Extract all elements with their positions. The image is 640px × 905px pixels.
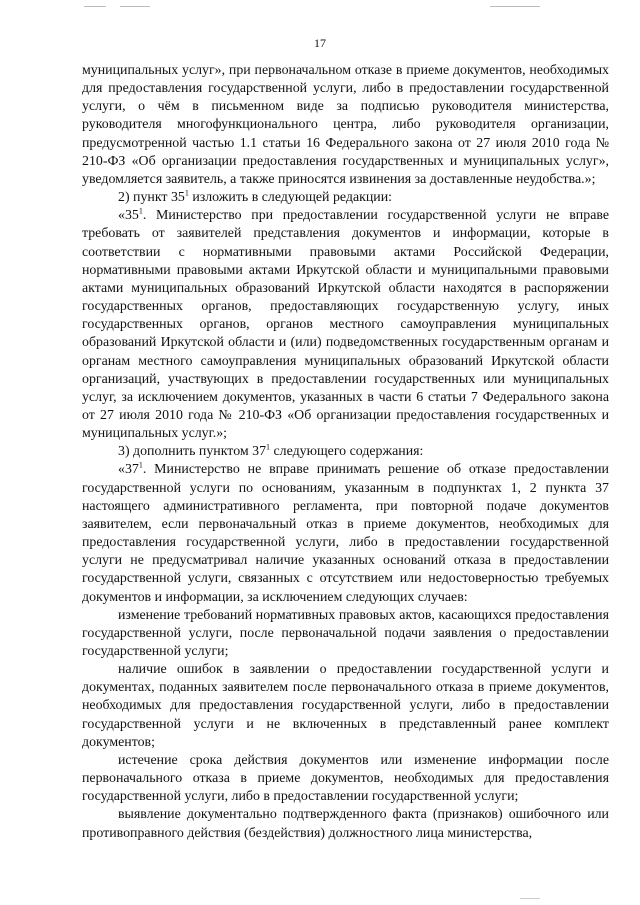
paragraph-text: наличие ошибок в заявлении о предоставлении государственной услуги и документах, поданных заявителем после первоначального отказа в приеме документов, необходимых для предоставления государственной услуги, либо в предоставлении государственной услуги и не включенных в представленный ранее комплект документов; bbox=[82, 662, 609, 750]
paragraph-text: следующего содержания: bbox=[270, 444, 424, 460]
paragraph-text: . Министерство при предоставлении государственной услуги не вправе требовать от заявителей представления документов и информации, которые в соответствии с нормативными правовыми актами Российской Федерации, нормативными правовыми актами Иркутской области и муниципальными правовыми актами муниципальных образований Иркутской области находятся в распоряжении государственных органов, предоставляющих государственную услугу, иных государственных органов, органов местного самоуправления муниципальных образований Иркутской области и (или) подведомственных государственным органам и органам местного самоуправления муниципальных образований Иркутской области организаций, участвующих в предоставлении государственных или муниципальных услуг, за исключением документов, указанных в части 6 статьи 7 Федерального закона от 27 июля 2010 года № 210-ФЗ «Об организации предоставления государственных и муниципальных услуг.»; bbox=[82, 208, 609, 442]
paragraph-p2 bbox=[82, 189, 609, 207]
scan-edge-mark-center bbox=[120, 6, 150, 7]
paragraph-p8 bbox=[82, 752, 609, 806]
paragraph-text: выявление документально подтвержденного факта (признаков) ошибочного или противоправного действия (бездействия) должностного лица министерства, bbox=[82, 807, 609, 841]
paragraph-p6 bbox=[82, 607, 609, 661]
paragraph-p4 bbox=[82, 443, 609, 461]
paragraph-p5 bbox=[82, 461, 609, 606]
paragraph-text: 3) дополнить пунктом 37 bbox=[118, 444, 267, 460]
superscript: 1 bbox=[138, 460, 143, 470]
page-number: 17 bbox=[314, 36, 326, 50]
scan-edge-mark-bottom bbox=[520, 898, 540, 899]
superscript: 1 bbox=[138, 206, 143, 216]
paragraph-p9 bbox=[82, 806, 609, 842]
document-body bbox=[82, 62, 609, 843]
paragraph-p7 bbox=[82, 661, 609, 752]
paragraph-text: истечение срока действия документов или изменение информации после первоначального отказа в приеме документов, необходимых для предоставления государственной услуги, либо в предоставлении государственной услуги; bbox=[82, 752, 609, 805]
paragraph-text: «37 bbox=[118, 462, 139, 478]
paragraph-text: изложить в следующей редакции: bbox=[188, 190, 393, 206]
paragraph-text: изменение требований нормативных правовых актов, касающихся предоставления государственной услуги, после первоначальной подачи заявления о предоставлении государственной услуги; bbox=[82, 607, 609, 659]
paragraph-text: муниципальных услуг», при первоначальном отказе в приеме документов, необходимых для предоставления государственной услуги, либо в предоставлении государственной услуги, о чём в письменном виде за подписью руководителя министерства, руководителя многофункционального центра, либо руководителя организации, предусмотренной частью 1.1 статьи 16 Федерального закона от 27 июля 2010 года № 210-ФЗ «Об организации предоставления государственных и муниципальных услуг», уведомляется заявитель, а также приносятся извинения за доставленные неудобства.»; bbox=[82, 63, 609, 187]
paragraph-text: «35 bbox=[118, 208, 139, 224]
paragraph-p3 bbox=[82, 207, 609, 443]
paragraph-p1 bbox=[82, 62, 609, 189]
superscript: 1 bbox=[266, 442, 271, 452]
paragraph-text: 2) пункт 35 bbox=[118, 190, 185, 206]
scan-edge-mark-left bbox=[84, 6, 106, 7]
paragraph-text: . Министерство не вправе принимать решение об отказе предоставлении государственной услуги по основаниям, указанным в подпунктах 1, 2 пункта 37 настоящего административного регламента, при повторной подаче документов заявителем, если первоначальный отказ в приеме документов, необходимых для предоставления государственной услуги, либо в предоставлении государственной услуги не предусматривал наличие указанных оснований отказа в предоставлении государственной услуги, связанных с отсутствием или недостоверностью требуемых документов и информации, за исключением следующих случаев: bbox=[82, 462, 609, 605]
superscript: 1 bbox=[184, 188, 189, 198]
scan-edge-mark-right bbox=[490, 6, 540, 7]
